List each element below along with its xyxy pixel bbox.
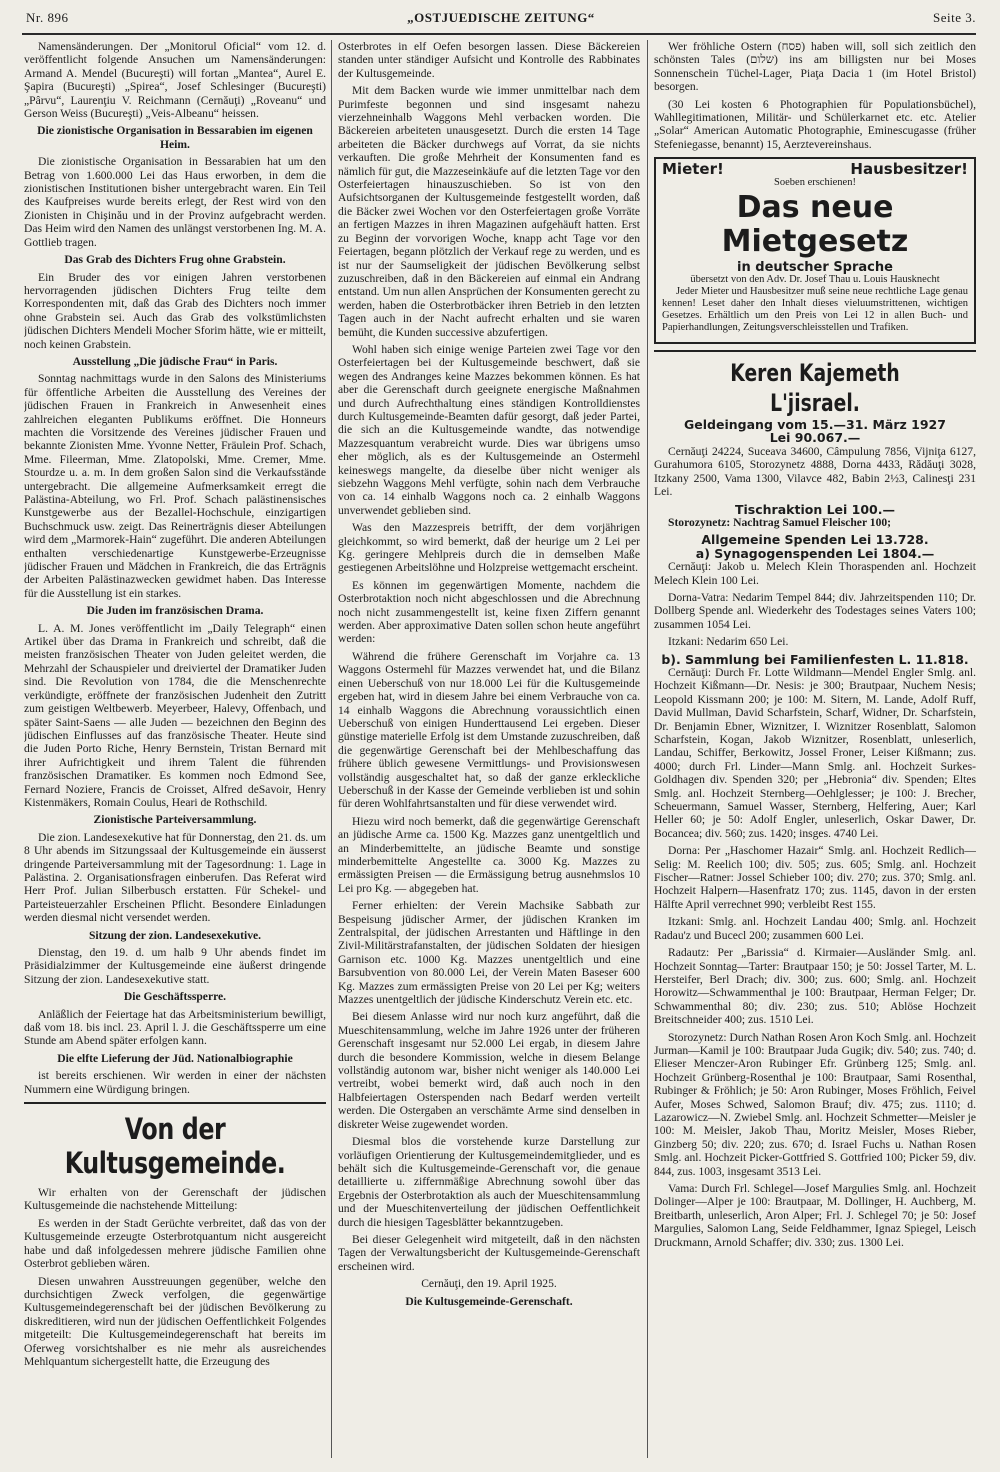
ad-mieter: Mieter! — [662, 160, 724, 179]
kultus-reply: Diesen unwahren Ausstreuungen gegenüber, welche den durchsichtigen Zweck verfolgen, die gegenwärtige Kultusgemeindegerenschaft bei der jüdischen Bevölkerung zu diskreditieren, wird nun der jüdischen Oeffentlichkeit Folgendes mitgeteilt: Die Kultusgemeindegerenschaft hat bereits im Oferweg vorsichtshalber es nie mehr als ausreichendes Mehlquantum sichergestellt hatte, die Erzeugung des — [24, 1274, 326, 1368]
newspaper-title: „OSTJUEDISCHE ZEITUNG“ — [407, 10, 595, 25]
kkl-general-donations: Allgemeine Spenden Lei 13.728. — [701, 532, 929, 548]
ad-published: Soeben erschienen! — [774, 176, 856, 188]
headline-bessarabia: Die zionistische Organisation in Bessarabien im eigenen Heim. — [37, 124, 313, 151]
kkl-dorna-vatra: Dorna-Vatra: Nedarim Tempel 844; div. Jahrzeitspenden 110; Dr. Dollberg Spende anl. Wiederkehr des Todestages seines Vaters 100; zusammen 1054 Lei. — [654, 590, 976, 631]
page-number: Seite 3. — [933, 10, 976, 25]
kultus-collection: Bei diesem Anlasse wird nur noch kurz angeführt, daß die Mueschitensammlung, welche im Jahre 1926 unter der früheren Gerenschaft insgesamt nur 52.000 Lei ergab, in diesem Jahre durch die besondere Kommission, welche in diesem Belange vollständig autonom war, bisher nicht weniger als 140.000 Lei vertreibt, wobei bemerkt wird, daß auch noch in den Halbfeiertagen Osterspenden nach Bedarf werden verteilt werden. Die Ostergaben an verschämte Arme sind denselben in diskreter Weise zugewendet worden. — [338, 1010, 640, 1131]
kultus-report: Bei dieser Gelegenheit wird mitgeteilt, daß in den nächsten Tagen der Verwaltungsbericht der Kultusgemeinde-Gerenschaft erscheinen wird. — [338, 1232, 640, 1273]
kultus-price: Was den Mazzespreis betrifft, der dem vorjährigen gleichkommt, so wird bemerkt, daß der heurige um 2 Lei per Kg. geringere Mehlpreis durch die in demselben Maße gestiegenen Arbeitslöhne und Holzpreise wettgemacht erscheint. — [338, 521, 640, 575]
column-left — [24, 40, 326, 1460]
ad-header-row — [662, 160, 968, 179]
ad-photographs: (30 Lei kosten 6 Photographien für Populationsbüchel), Wahllegitimationen, Militär- und Schülerkarnet etc. etc. Atelier „Solar“ American Automatic Photographie, Eminescugasse (früher Stefeniegasse, benannt) 15, Aerztevereinshaus. — [654, 97, 976, 151]
kkl-storozynetz-collection: Storozynetz: Durch Nathan Rosen Aron Koch Smlg. anl. Hochzeit Jurman—Kamil je 100: Brautpaar Juda Gugik; div. 540; zus. 740; d. Elieser Menczer-Aron Rubinger Efr. Grünberg 125; Smlg. anl. Hochzeit Grünberg-Rosenthal je 100: Brautpaar, Sami Rosenthal, Rubinger & Fröhlich; je 50: Aron Rubinger, Moses Fröhlich, Feivel Aufer, Moses Schwed, Salomon Brauf; div. 475; zus. 1110; d. Lazarowicz—N. Zwiebel Smlg. anl. Hochzeit Schmetter—Meisler je 100: M. Meisler, Jakob Thau, Moritz Meisler, Moses Rieber, Ginzberg 50; div. 220; zus. 670; d. Israel Fuchs u. Nathan Rosen Smlg. anl. Hochzeit Picker-Gottfried S. Gottfried 100; Picker 59, div. 844, zus. 1003, insgesamt 3513 Lei. — [654, 1030, 976, 1178]
kultus-intro: Wir erhalten von der Gerenschaft der jüdischen Kultusgemeinde die nachstehende Mitteilung: — [24, 1186, 326, 1213]
kultus-summary: Diesmal blos die vorstehende kurze Darstellung zur vorläufigen Orientierung der Kultusgemeindemitglieder, und es behält sich die Kultusgemeinde-Gerenschaft vor, die genaue detaillierte u. ziffernmäßige Abrechnung sowohl über das Ergebnis der Osterbrotaktion als auch der Mueschitensammlung und der Mueschitenverteilung der jüdischen Oeffentlichkeit durch die hiesigen Tagesblätter bekanntzugeben. — [338, 1135, 640, 1229]
kkl-itzkani-collection: Itzkani: Smlg. anl. Hochzeit Landau 400; Smlg. anl. Hochzeit Radau'z und Bucecl 200; zusammen 600 Lei. — [654, 915, 976, 942]
ad-title: Das neue Mietgesetz — [721, 189, 909, 259]
issue-number: Nr. 896 — [26, 10, 69, 25]
kultus-rumors: Es werden in der Stadt Gerüchte verbreitet, daß das von der Kultusgemeinde erzeugte Osterbrotquantum nicht ausgereicht habe und daß infolgedessen mehrere jüdische Familien ohne Osterbrot geblieben wären. — [24, 1216, 326, 1271]
headline-exhibition: Ausstellung „Die jüdische Frau“ in Paris. — [72, 354, 278, 368]
section-rule — [24, 1102, 326, 1104]
kkl-period: Geldeingang vom 15.—31. März 1927 — [684, 417, 946, 433]
article-shop-closing: Anläßlich der Feiertage hat das Arbeitsministerium bewilligt, daß vom 18. bis incl. 23. April l. J. die Geschäftssperre um eine Stunde am Abend später erfolgen kann. — [24, 1007, 326, 1048]
kultus-complaints: Wohl haben sich einige wenige Parteien zwei Tage vor den Osterfeiertagen bei der Kultusgemeinde beschwert, daß sie wegen des Andranges keine Mazzes bekommen können. Es hat aber die Gerenschaft durch geeignete energische Maßnahmen und durch Aufrechthaltung eines ständigen Kontrolldienstes durch Kultusgemeinde-Beamten dafür gesorgt, daß jeder Partei, die sich an die Kultusgemeinde wandte, das notwendige Mazzesquantum verabreicht wurde. Dies war übrigens umso eher möglich, als es der Kultusgemeinde an Ostermehl keineswegs mangelte, da dieselbe über nicht weniger als siebzehn Waggons Mehl verfügte, sohin nach dem Verbrauche von ca. 14 einhalb Waggons noch ca. 2 einhalb Waggons unverwendet geblieben sind. — [338, 342, 640, 517]
section-title-kultusgemeinde: Von der Kultusgemeinde. — [64, 1112, 286, 1181]
column-divider — [647, 40, 648, 1458]
kkl-radautz-collection: Radautz: Per „Barissia“ d. Kirmaier—Ausländer Smlg. anl. Hochzeit Sonntag—Tarter: Brautpaar 150; je 50: Jossel Tarter, M. L. Hersteifer, Berl Drach; div. 300; zus. 600; Smlg. anl. Hochzeit Horowitz—Schwammenthal je 100: Brautpaar, Herman Felger; Dr. Schwammenthal 80; div. 230; zus. 510; Ablöse Hochzeit Breitschneider 400; zus. 1510 Lei. — [654, 946, 976, 1027]
kkl-synagogue: a) Synagogenspenden Lei 1804.— — [695, 545, 935, 561]
kultus-free-mazzes: Hiezu wird noch bemerkt, daß die gegenwärtige Gerenschaft an jüdische Arme ca. 1500 Kg. Mazzes ganz unentgeltlich und an Minderbemittelte, an jüdische Beamte und sonstige minderbemittelte Angestellte ca. 3000 Kg. Mazzes zu ermässigten Preisen — die Ermässigung betrug ausnehmslos 10 Lei pro Kg. — abgegeben hat. — [338, 814, 640, 895]
headline-biography: Die elfte Lieferung der Jüd. Nationalbiographie — [57, 1051, 293, 1065]
kkl-cernauti-collection: Cernăuţi: Durch Fr. Lotte Wildmann—Mendel Engler Smlg. anl. Hochzeit Kißmann—Dr. Nesis: je 300; Brautpaar, Nuchem Nesis; Leopold Kissmann 200; je 100: M. Sitern, M. Lande, Adolf Ruff, David Mullman, David Scharfstein, Scharf, Widner, Dr. Scharfstein, Dr. Benjamin Ebner, Wiznitzer, I. Wiznitzer Rosenblatt, Salomon Scharfstein, Kogan, Jakob Wiznitzer, Rosenblatt, unleserlich, Landau, Schiffer, Berkowitz, Jossel Froner, Leiser Kißmann; zus. 4000; durch Frl. Linder—Mann Smlg. anl. Hochzeit Surkes-Goldhagen div. Spenden 320; per „Hebronia“ div. Spenden; Eltes Smlg. anl. Hochzeit Sternberg—Oehlglesser; je 100: J. Brecher, Scheuermann, Samuel Wasser, Sternberg, Helfering, Auer; Karl Heller 60; je 50: Adolf Engler, unleserlich, Oskar Dawer, Dr. Bocancea; div. 560; zus. 1420; insges. 4740 Lei. — [654, 665, 976, 840]
article-name-changes: Namensänderungen. Der „Monitorul Oficial“ vom 12. d. veröffentlicht folgende Ansuchen um Namensänderungen: Armand A. Mendel (Bucureşti) will fortan „Mantea“, Aurel E. Şapira (Bucureşti) „Spirea“, Josef Schlesinger (Bucureşti) „Pârvu“, Laurenţiu V. Reichmann (Cernăuţi) „Roveanu“ und Gerson Weiss (Bucureşti) „Veis-Albeanu“ heissen. — [24, 40, 326, 121]
kkl-family-festivals: b). Sammlung bei Familienfesten L. 11.818. — [661, 651, 969, 667]
headline-executive-session: Sitzung der zion. Landesexekutive. — [88, 928, 262, 942]
column-right — [654, 40, 976, 1460]
ad-translators: übersetzt von den Adv. Dr. Josef Thau u. Louis Hausknecht — [690, 274, 940, 286]
kkl-cernauti-synagogue: Cernăuţi: Jakob u. Melech Klein Thoraspenden anl. Hochzeit Melech Klein 100 Lei. — [654, 560, 976, 587]
article-frug: Ein Bruder des vor einigen Jahren verstorbenen hervorragenden jüdischen Dichters Frug teilte dem Korrespondenten mit, daß das Grab des Dichters noch immer ohne Grabstein sei. Auch das Grab des volkstümlichsten jüdischen Dichters Mendeli Mocher Sforim hätte, wie er mitteilt, noch keinen Grabstein. — [24, 270, 326, 351]
kultus-ovens: Osterbrotes in elf Oefen besorgen lassen. Diese Bäckereien standen unter ständiger Aufsicht und Kontrolle des Rabbinates der Kultusgemeinde. — [338, 40, 640, 80]
kultus-figures: Es können im gegenwärtigen Momente, nachdem die Osterbrotaktion noch nicht abgeschlossen und die Abrechnung noch nicht zusammengestellt ist, keine fixen Ziffern genannt werden. Aber approximative Daten sollen schon heute angeführt werden: — [338, 578, 640, 646]
article-exhibition: Sonntag nachmittags wurde in den Salons des Ministeriums für öffentliche Arbeiten die Ausstellung des Vereines der jüdischen Frauen in Frankreich in Anwesenheit eines zahlreichen eleganten Publikums eröffnet. Die Honneurs machten die Vorsitzende des Vereines jüdischer Frauen und bekannte Zionisten Mme. Yvonne Netter, Fräulein Prof. Schach, Mme. Fileerman, Mme. Zlatopolski, Mme. Cremer, Mme. Stourdze u. a. m. In dem großen Salon sind die Verkaufsstände untergebracht. Die allgemeine Aufmerksamkeit erregt die Palästina-Abteilung, wo Frl. Prof. Schach palästinensisches Kunstgewerbe aus der Bezallel-Hochschule, einzigartigen Buchschmuck usw. zeigt. Das Reinerträgnis dieser Abteilungen wird dem „Marmorek-Hain“ zugeführt. Die anderen Abteilungen enthalten verschiedenartige Kunstgewerbe-Erzeugnisse jüdischer Frauen und Mädchen in Frankreich, die das Erträgnis der Arbeiten Palästinazwecken gewidmet haben. Das Interesse für die Ausstellung ist ein starkes. — [24, 372, 326, 600]
ad-tales: Wer fröhliche Ostern (פסח) haben will, soll sich zeitlich den schönsten Tales (שלום) ins am billigsten nur bei Moses Sonnenschein Tüchel-Lager, Piaţa Dacia 1 (im Hotel Bristol) besorgen. — [654, 40, 976, 94]
ad-mietgesetz — [654, 157, 976, 344]
kultus-surplus: Während die frühere Gerenschaft im Vorjahre ca. 13 Waggons Ostermehl für Mazzes verwendet hat, und die Bilanz einen Ueberschuß von nur 18.000 Lei für die Kultusgemeinde ergeben hat, wird in diesem Jahre bei einem Verbrauche von ca. 14 einhalb Waggons die Abrechnung voraussichtlich einen Ueberschuß von einigen Hunderttausend Lei ergeben. Dieser günstige materielle Erfolg ist dem Umstande zuzuschreiben, daß die gegenwärtige Gerenschaft bei der Mehlbeschaffung das frühere üblich gewesene Vermittlungs- und Provisionswesen vollständig ausgeschaltet hat, so daß der ganze erkleckliche Ueberschuß in der Kasse der Gemeinde verblieben ist und sohin für deren Wohlfahrtsanstalten und für diese verwendet wird. — [338, 649, 640, 811]
kkl-title: Keren Kajemeth L'jisrael. — [730, 359, 900, 418]
headline-drama: Die Juden im französischen Drama. — [86, 604, 264, 618]
kkl-dorna-collection: Dorna: Per „Haschomer Hazair“ Smlg. anl. Hochzeit Redlich—Selig: M. Reelich 100; div. 505; zus. 605; Smlg. anl. Hochzeit Fischer—Ratner: Jossel Schieber 100; div. 270; zus. 370; Smlg. anl. Hochzeit Halpern—Hasenfratz 170; zus. 1145, davon in der ersten Hälfte April verrechnet 990; verbleibt Rest 155. — [654, 844, 976, 911]
header-rule — [22, 33, 976, 35]
kkl-total: Lei 90.067.— — [769, 430, 861, 446]
kultus-baking: Mit dem Backen wurde wie immer unmittelbar nach dem Purimfeste begonnen und sind insgesamt nahezu vierzehneinhalb Waggons Mehl verbacken worden. Die Bäckereien arbeiteten unausgesetzt. Durch die ersten 14 Tage arbeiteten die Bäcker durchwegs auf Vorrat, da sie nichts verkauften. Die große Mehrheit der Konsumenten fand es nämlich für gut, die Mazzeseinkäufe auf die letzten Tage vor den Osterfeiertagen hinauszuschieben. So ist von den Aufsichtsorganen der Kultusgemeinde festgestellt worden, daß die Bäcker zwei Wochen vor den Osterfeiertagen große Vorräte an fertigen Mazzes in ihren Magazinen aufgehäuft hatten. Erst zu Beginn der vorvorigen Woche, knapp acht Tage vor den Feiertagen, begann plötzlich der Verkauf rege zu werden, und es ist nur der Saumseligkeit der jüdischen Bevölkerung selbst zuzuschreiben, daß in den Bäckereien auf einmal ein Andrang entstand. Um nun allen Ansprüchen der Konsumenten gerecht zu werden, haben die Osterbrotbäcker ihren Betrieb in den letzten Tagen auch in der Nacht aufrecht erhalten und sie waren bemüht, die Kunden successive abzufertigen. — [338, 84, 640, 339]
column-divider — [331, 40, 332, 1458]
page-header — [26, 10, 976, 32]
ad-description: Jeder Mieter und Hausbesitzer muß seine neue rechtliche Lage genau kennen! Leset daher den Inhalt dieses vieluumstrittenen, wichtigen Gesetzes. Erhältlich um den Preis von Lei 12 in allen Buch- und Papierhandlungen, Zeitungsverschleisstellen und Trafiken. — [662, 286, 968, 334]
kkl-itzkani-nedarim: Itzkani: Nedarim 650 Lei. — [668, 635, 789, 649]
ad-rule — [654, 350, 976, 352]
kkl-cities: Cernăuţi 24224, Suceava 34600, Câmpulung 7856, Vijniţa 6127, Gurahumora 6105, Storozynetz 4888, Dorna 4433, Rădăuţi 3028, Itzkany 2500, Vama 1300, Vilavce 482, Babin 2½3, Calinesţi 231 Lei. — [654, 444, 976, 499]
headline-shop-closing: Die Geschäftssperre. — [123, 990, 227, 1004]
dateline: Cernăuţi, den 19. April 1925. — [421, 1277, 557, 1291]
article-biography: ist bereits erschienen. Wir werden in einer der nächsten Nummern eine Würdigung bringen. — [24, 1069, 326, 1096]
headline-party-meeting: Zionistische Parteiversammlung. — [93, 813, 257, 827]
signature: Die Kultusgemeinde-Gerenschaft. — [405, 1294, 573, 1308]
article-party-meeting: Die zion. Landesexekutive hat für Donnerstag, den 21. ds. um 8 Uhr abends im Sitzungssaal der Kultusgemeinde ein äusserst dringende Parteiversammlung mit der Tagesordnung: 1. Lage in Palästina. 2. Organisationsfragen einberufen. Das Referat wird Herr Prof. Julian Silberbusch erstatten. Für Schekel- und Parteisteuerzahler Erscheinen Pflicht. Besondere Einladungen werden diesmal nicht versendet werden. — [24, 830, 326, 925]
ad-hausbesitzer: Hausbesitzer! — [850, 160, 968, 179]
article-executive-session: Dienstag, den 19. d. um halb 9 Uhr abends findet im Präsidialzimmer der Kultusgemeinde eine äußerst dringende Sitzung der zion. Landesexekutive statt. — [24, 946, 326, 986]
ad-language: in deutscher Sprache — [737, 259, 893, 275]
kultus-associations: Ferner erhielten: der Verein Machsike Sabbath zur Bespeisung jüdischer Armer, der jüdischen Kranken im Zentralspital, der jüdischen Arrestanten und Häftlinge in den Zivil-Militärstrafanstalten, der jüdischen Soldaten der hiesigen Garnison etc. 1000 Kg. Mazzes unentgeltlich und eine Barsubvention von 80.000 Lei, der Verein Maten Baseser 600 Kg. Mazzes zum ermässigten Preise von 20 Lei per Kg; weiters Mazzes unentgeltlich der jüdische Kinderschutz Verein etc. etc. — [338, 899, 640, 1007]
article-drama: L. A. M. Jones veröffentlicht im „Daily Telegraph“ einen Artikel über das Drama in Frankreich und schreibt, daß die meisten französischen Theater von Juden geleitet werden, die Mehrzahl der Schauspieler und dreiviertel der Dramatiker Juden sind. Die Revolution von 1784, die die Menschenrechte verkündigte, eröffnete der französischen Judenheit den Zutritt zum geistigen Weltbewerb. Meyerbeer, Halevy, Offenbach, und später Saint-Saens — alle Juden — bezeichnen den Beginn des jüdischen Einflusses auf das französische Theater. Heute sind die Juden Porto Riche, Henry Bernstein, Tristan Bernard mit ihrer Aufrichtigkeit und ihrem Talent die führenden französischen Dramatiker. Es kommen noch Edmond See, Fernard Noziere, Francis de Croisset, Alfred deSavoir, Henry Kistenmäkers, Romain Coulus, Heari de Rothschild. — [24, 621, 326, 809]
article-bessarabia: Die zionistische Organisation in Bessarabien hat um den Betrag von 1.600.000 Lei das Haus erworben, in dem die zionistischen Institutionen bisher untergebracht waren. Ein Teil des Kaufpreises wurde bereits erlegt, der Rest wird von den Zionisten in Chişinău und in der Provinz aufgebracht werden. Das Heim wird den Namen des unlängst verstorbenen Ing. M. A. Gottlieb tragen. — [24, 155, 326, 249]
headline-frug: Das Grab des Dichters Frug ohne Grabstein. — [64, 253, 286, 267]
kkl-table-action: Tischraktion Lei 100.— — [735, 501, 895, 517]
kkl-vama-collection: Vama: Durch Frl. Schlegel—Josef Margulies Smlg. anl. Hochzeit Dolinger—Alper je 100: Brautpaar, M. Dollinger, H. Auchberg, M. Breitbarth, unleserlich, Aron Alper; Frl. J. Schlegel 70; je 50: Josef Margulies, Salomon Lang, Seide Feldhammer, Ignaz Spiegel, Leisch Druckmann, Arnold Schaffer; div. 330; zus. 1300 Lei. — [654, 1182, 976, 1249]
column-middle — [338, 40, 640, 1460]
kkl-storozynetz-supplement: Storozynetz: Nachtrag Samuel Fleischer 100; — [668, 515, 892, 529]
